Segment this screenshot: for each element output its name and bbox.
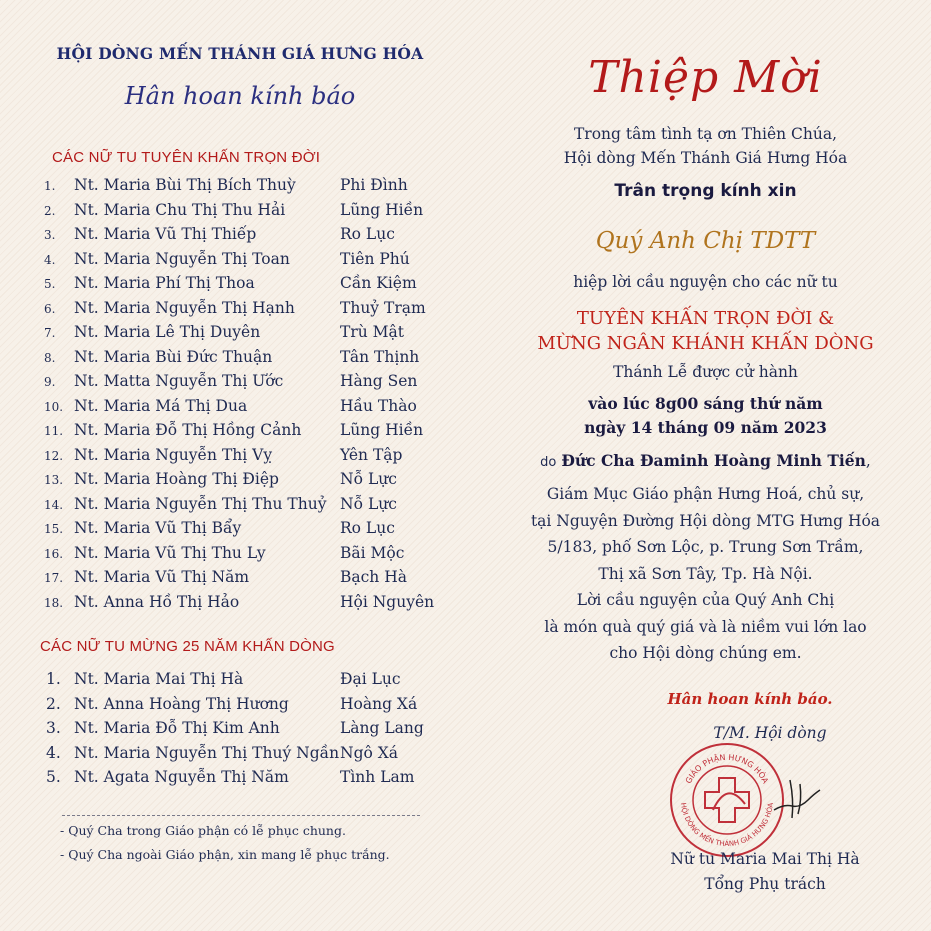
sister-name: Nt. Maria Má Thị Dua bbox=[74, 396, 248, 415]
item-number: 15. bbox=[44, 522, 64, 536]
list-item bbox=[44, 446, 464, 471]
parish-name: Hội Nguyên bbox=[340, 592, 435, 611]
item-number: 4. bbox=[44, 252, 56, 267]
sister-name: Nt. Maria Nguyễn Thị Hạnh bbox=[74, 298, 295, 317]
celebrant-line bbox=[480, 451, 931, 470]
event-heading-line: TUYÊN KHẤN TRỌN ĐỜI & bbox=[576, 308, 835, 329]
respectful-request: Trân trọng kính xin bbox=[614, 181, 797, 201]
intro-line: Hội dòng Mến Thánh Giá Hưng Hóa bbox=[563, 149, 848, 167]
signer-role: Tổng Phụ trách bbox=[704, 875, 826, 893]
parish-name: Ro Lục bbox=[340, 519, 395, 537]
on-behalf-text: T/M. Hội dòng bbox=[713, 724, 827, 742]
item-number: 2. bbox=[44, 203, 56, 218]
list-item bbox=[44, 201, 464, 226]
list-item bbox=[44, 397, 464, 422]
notes bbox=[60, 823, 390, 871]
list-item bbox=[44, 225, 464, 250]
org-title: HỘI DÒNG MẾN THÁNH GIÁ HƯNG HÓA bbox=[56, 44, 424, 63]
seal-bottom-text: HỘI DÒNG MẾN THÁNH GIÁ HƯNG HÓA bbox=[679, 802, 775, 849]
parish-name: Tân Thịnh bbox=[340, 347, 420, 366]
sister-name: Nt. Maria Vũ Thị Năm bbox=[74, 568, 250, 586]
sister-name: Nt. Maria Nguyễn Thị Toan bbox=[74, 249, 290, 268]
details-line: Giám Mục Giáo phận Hưng Hoá, chủ sự, bbox=[546, 485, 865, 503]
parish-name: Ro Lục bbox=[340, 225, 395, 243]
parish-name: Hầu Thào bbox=[340, 396, 417, 415]
guest-salutation: Quý Anh Chị TDTT bbox=[595, 228, 816, 254]
details-line: 5/183, phố Sơn Lộc, p. Trung Sơn Trầm, bbox=[547, 538, 864, 556]
sister-name: Nt. Maria Vũ Thị Thu Ly bbox=[74, 543, 266, 562]
sister-name: Nt. Maria Mai Thị Hà bbox=[74, 670, 244, 688]
item-number: 3. bbox=[44, 228, 56, 242]
sister-name: Nt. Maria Vũ Thị Bẩy bbox=[74, 519, 242, 537]
parish-name: Hoàng Xá bbox=[340, 694, 418, 713]
list-item bbox=[44, 372, 464, 397]
sister-name: Nt. Maria Bùi Đức Thuận bbox=[74, 347, 273, 366]
notes-divider bbox=[62, 815, 420, 816]
list-item bbox=[44, 670, 464, 695]
sister-name: Nt. Maria Vũ Thị Thiếp bbox=[74, 225, 257, 243]
signer-name: Nữ tu Maria Mai Thị Hà bbox=[670, 850, 860, 868]
item-number: 5. bbox=[46, 768, 61, 786]
parish-name: Thuỷ Trạm bbox=[340, 298, 426, 317]
parish-name: Trù Mật bbox=[340, 323, 404, 341]
item-number: 1. bbox=[46, 670, 61, 688]
closing-script: Hân hoan kính báo. bbox=[667, 690, 833, 708]
item-number: 4. bbox=[46, 743, 61, 762]
sister-name: Nt. Maria Nguyễn Thị Thu Thuỷ bbox=[74, 494, 327, 513]
seal-top-text: GIÁO PHẬN HƯNG HÓA bbox=[683, 752, 771, 786]
intro-text bbox=[480, 122, 931, 170]
item-number: 2. bbox=[46, 694, 61, 713]
signature-icon bbox=[770, 770, 830, 830]
details-line: tại Nguyện Đường Hội dòng MTG Hưng Hóa bbox=[530, 511, 881, 530]
item-number: 3. bbox=[46, 719, 61, 737]
item-number: 18. bbox=[44, 595, 64, 610]
congregation-seal-icon bbox=[667, 740, 787, 860]
celebrant-comma: , bbox=[865, 452, 871, 470]
event-heading-line: MỪNG NGÂN KHÁNH KHẤN DÒNG bbox=[537, 333, 874, 354]
sister-name: Nt. Maria Đỗ Thị Kim Anh bbox=[74, 719, 280, 737]
list-item bbox=[44, 544, 464, 569]
parish-name: Nỗ Lực bbox=[340, 494, 397, 513]
list-item bbox=[44, 348, 464, 373]
item-number: 10. bbox=[44, 399, 64, 414]
list-item bbox=[44, 323, 464, 348]
item-number: 6. bbox=[44, 301, 56, 316]
list-item bbox=[44, 519, 464, 544]
event-time bbox=[480, 392, 931, 440]
list-item bbox=[44, 695, 464, 720]
sister-name: Nt. Maria Chu Thị Thu Hải bbox=[74, 200, 286, 219]
invitation-title: Thiệp Mời bbox=[588, 52, 823, 103]
parish-name: Đại Lục bbox=[340, 670, 401, 688]
sister-name: Nt. Anna Hoàng Thị Hương bbox=[74, 694, 289, 713]
parish-name: Ngô Xá bbox=[340, 743, 399, 762]
item-number: 12. bbox=[44, 448, 64, 463]
silver-jubilee-list bbox=[44, 670, 464, 793]
parish-name: Cần Kiệm bbox=[340, 274, 417, 292]
parish-name: Lũng Hiền bbox=[340, 421, 424, 439]
item-number: 1. bbox=[44, 179, 56, 193]
intro-line: Trong tâm tình tạ ơn Thiên Chúa, bbox=[573, 125, 838, 143]
item-number: 7. bbox=[44, 326, 56, 340]
details-line: Thị xã Sơn Tây, Tp. Hà Nội. bbox=[598, 564, 813, 583]
section-25-years-title: CÁC NỮ TU MỪNG 25 NĂM KHẤN DÒNG bbox=[40, 638, 335, 655]
parish-name: Bãi Mộc bbox=[340, 543, 405, 562]
list-item bbox=[44, 421, 464, 446]
sister-name: Nt. Maria Đỗ Thị Hồng Cảnh bbox=[74, 421, 302, 439]
item-number: 17. bbox=[44, 571, 64, 585]
item-number: 9. bbox=[44, 375, 56, 389]
item-number: 11. bbox=[44, 424, 64, 438]
parish-name: Bạch Hà bbox=[340, 568, 407, 586]
list-item bbox=[44, 250, 464, 275]
note-item: - Quý Cha trong Giáo phận có lễ phục chung. bbox=[60, 823, 346, 838]
event-date-line: ngày 14 tháng 09 năm 2023 bbox=[584, 418, 827, 437]
list-item bbox=[44, 719, 464, 744]
mass-text: Thánh Lễ được cử hành bbox=[613, 363, 798, 381]
list-item bbox=[44, 470, 464, 495]
list-item bbox=[44, 274, 464, 299]
svg-text:GIÁO PHẬN HƯNG HÓA bbox=[684, 752, 770, 786]
parish-name: Lũng Hiền bbox=[340, 200, 424, 219]
item-number: 8. bbox=[44, 350, 56, 365]
sister-name: Nt. Maria Nguyễn Thị Thuý Ngần bbox=[74, 743, 340, 762]
item-number: 5. bbox=[44, 277, 56, 291]
sister-name: Nt. Anna Hồ Thị Hảo bbox=[74, 592, 240, 611]
prayer-request: hiệp lời cầu nguyện cho các nữ tu bbox=[573, 273, 838, 291]
parish-name: Làng Lang bbox=[340, 719, 424, 737]
details-line: cho Hội dòng chúng em. bbox=[609, 644, 802, 662]
sister-name: Nt. Matta Nguyễn Thị Ước bbox=[74, 372, 284, 390]
details-line: là món quà quý giá và là niềm vui lớn lao bbox=[544, 617, 867, 636]
celebrant-name: Đức Cha Đaminh Hoàng Minh Tiến bbox=[561, 451, 866, 470]
announcement-script: Hân hoan kính báo bbox=[124, 82, 356, 110]
item-number: 14. bbox=[44, 497, 64, 512]
list-item bbox=[44, 568, 464, 593]
list-item bbox=[44, 768, 464, 793]
sister-name: Nt. Maria Phí Thị Thoa bbox=[74, 274, 255, 292]
section-lifetime-vows-title: CÁC NỮ TU TUYÊN KHẤN TRỌN ĐỜI bbox=[52, 149, 321, 166]
event-heading bbox=[480, 306, 931, 356]
details-text bbox=[480, 481, 931, 667]
list-item bbox=[44, 495, 464, 520]
sister-name: Nt. Agata Nguyễn Thị Năm bbox=[74, 768, 289, 786]
event-time-line: vào lúc 8g00 sáng thứ năm bbox=[588, 394, 823, 413]
list-item bbox=[44, 299, 464, 324]
sister-name: Nt. Maria Bùi Thị Bích Thuỳ bbox=[74, 176, 296, 194]
list-item bbox=[44, 744, 464, 769]
parish-name: Tình Lam bbox=[340, 768, 415, 786]
parish-name: Tiên Phú bbox=[340, 249, 410, 268]
details-line: Lời cầu nguyện của Quý Anh Chị bbox=[576, 591, 835, 609]
sister-name: Nt. Maria Hoàng Thị Điệp bbox=[74, 470, 279, 488]
item-number: 13. bbox=[44, 473, 64, 487]
parish-name: Phi Đình bbox=[340, 176, 408, 194]
list-item bbox=[44, 176, 464, 201]
item-number: 16. bbox=[44, 546, 64, 561]
celebrant-prefix: do bbox=[540, 455, 557, 470]
parish-name: Yên Tập bbox=[340, 445, 403, 464]
note-item: - Quý Cha ngoài Giáo phận, xin mang lễ phục trắng. bbox=[60, 847, 390, 862]
parish-name: Hàng Sen bbox=[340, 372, 418, 390]
sister-name: Nt. Maria Lê Thị Duyên bbox=[74, 323, 261, 341]
list-item bbox=[44, 593, 464, 618]
lifetime-vows-list bbox=[44, 176, 464, 617]
parish-name: Nỗ Lực bbox=[340, 470, 397, 488]
sister-name: Nt. Maria Nguyễn Thị Vỵ bbox=[74, 445, 273, 464]
